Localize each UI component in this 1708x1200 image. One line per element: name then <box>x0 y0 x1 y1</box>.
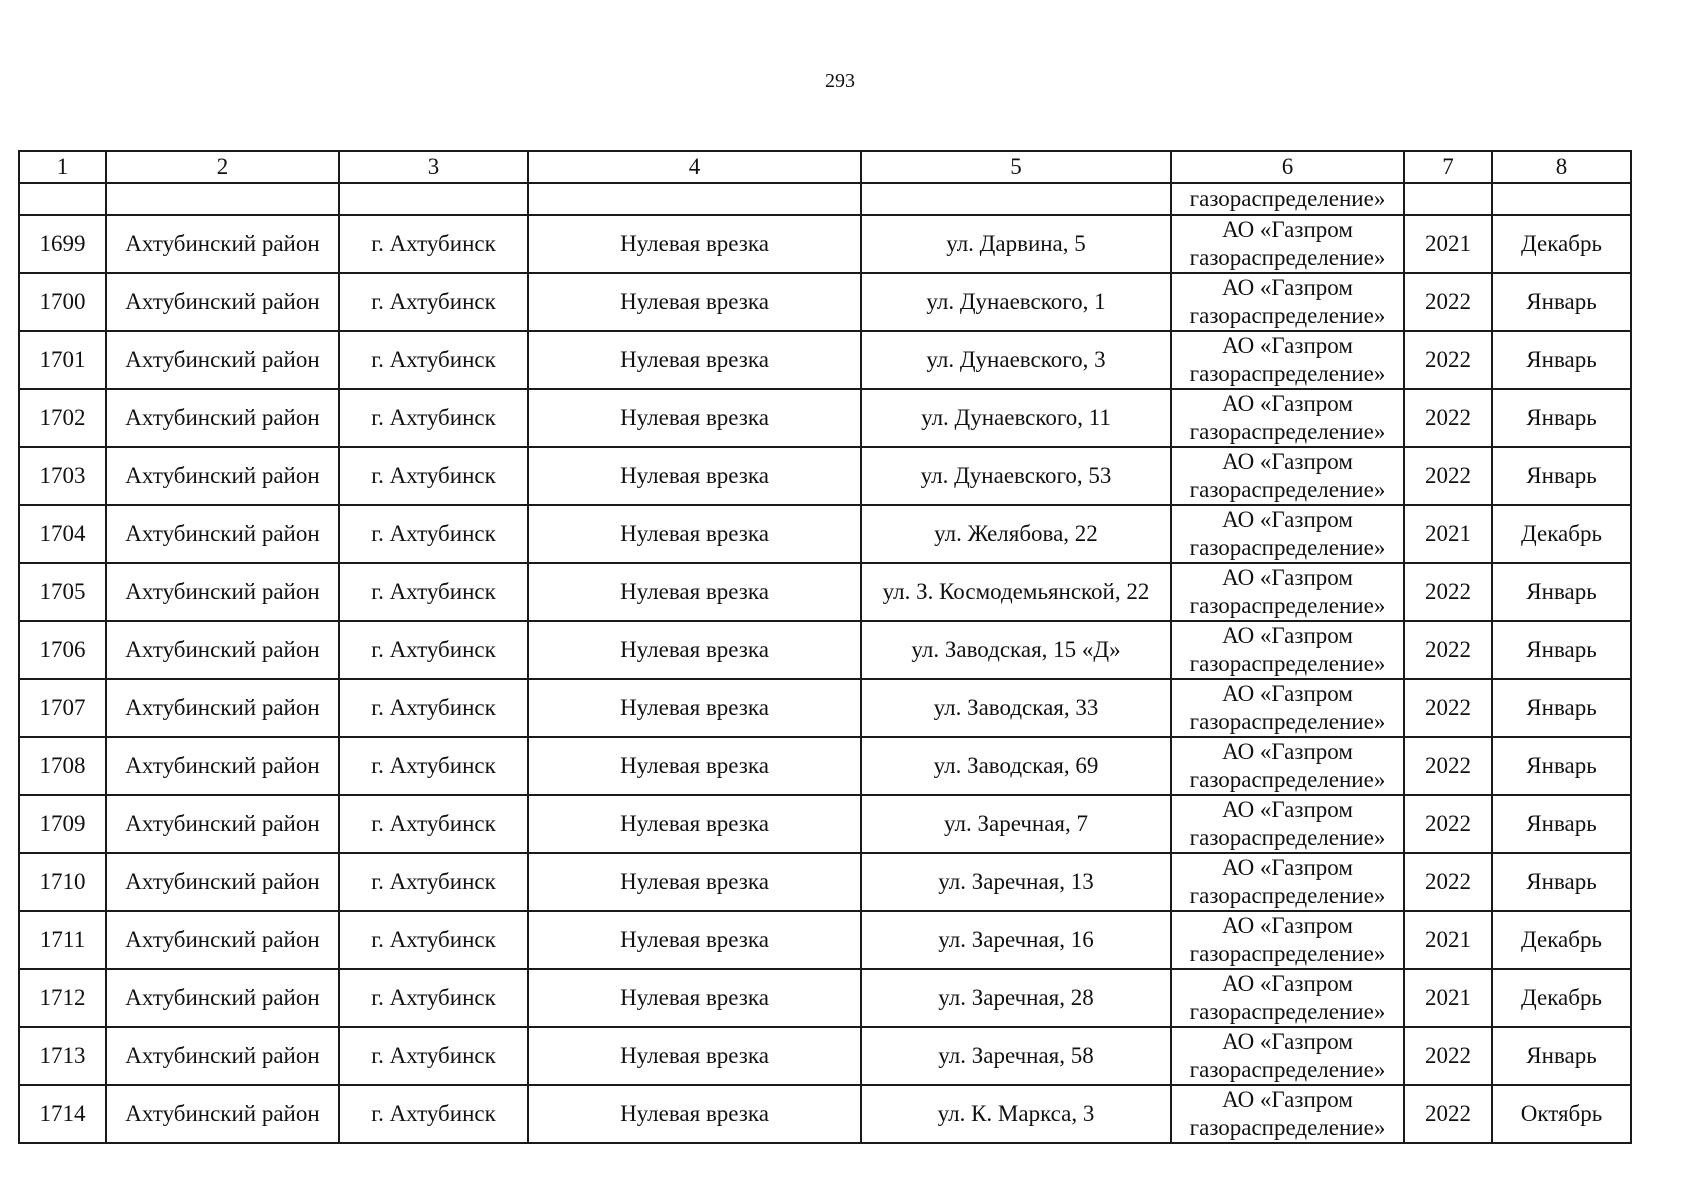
header-cell: 4 <box>528 151 861 183</box>
settlement-cell: г. Ахтубинск <box>339 621 528 679</box>
district-cell: Ахтубинский район <box>106 679 339 737</box>
address-cell: ул. З. Космодемьянской, 22 <box>861 563 1171 621</box>
settlement-cell: г. Ахтубинск <box>339 389 528 447</box>
header-cell: 1 <box>19 151 106 183</box>
organization-cell <box>1171 853 1404 911</box>
work-type-cell: Нулевая врезка <box>528 1027 861 1085</box>
settlement-cell: г. Ахтубинск <box>339 447 528 505</box>
organization-line-1: АО «Газпром <box>1222 855 1353 880</box>
work-type-cell: Нулевая врезка <box>528 447 861 505</box>
table-row <box>19 215 1631 273</box>
organization-line-1: АО «Газпром <box>1222 391 1353 416</box>
organization-line-1: АО «Газпром <box>1222 275 1353 300</box>
organization-cell <box>1171 1085 1404 1143</box>
district-cell: Ахтубинский район <box>106 1027 339 1085</box>
organization-cell <box>1171 969 1404 1027</box>
work-type-cell: Нулевая врезка <box>528 563 861 621</box>
organization-line-2: газораспределение» <box>1189 419 1386 444</box>
month-cell: Январь <box>1492 389 1631 447</box>
settlement-cell: г. Ахтубинск <box>339 911 528 969</box>
work-type-cell: Нулевая врезка <box>528 389 861 447</box>
table-row <box>19 447 1631 505</box>
year-cell: 2022 <box>1404 1085 1492 1143</box>
organization-cell <box>1171 621 1404 679</box>
organization-cell <box>1171 795 1404 853</box>
address-cell: ул. Заречная, 58 <box>861 1027 1171 1085</box>
header-cell: 2 <box>106 151 339 183</box>
header-cell: 8 <box>1492 151 1631 183</box>
year-cell: 2022 <box>1404 1027 1492 1085</box>
organization-line-1: АО «Газпром <box>1222 507 1353 532</box>
work-type-cell: Нулевая врезка <box>528 331 861 389</box>
address-cell: ул. Дунаевского, 3 <box>861 331 1171 389</box>
organization-line-2: газораспределение» <box>1189 651 1386 676</box>
year-cell: 2022 <box>1404 621 1492 679</box>
month-cell: Декабрь <box>1492 505 1631 563</box>
organization-cell <box>1171 215 1404 273</box>
district-cell: Ахтубинский район <box>106 447 339 505</box>
organization-line-1: АО «Газпром <box>1222 623 1353 648</box>
year-cell: 2022 <box>1404 389 1492 447</box>
address-cell: ул. Дунаевского, 1 <box>861 273 1171 331</box>
address-cell: ул. К. Маркса, 3 <box>861 1085 1171 1143</box>
work-type-cell: Нулевая врезка <box>528 1085 861 1143</box>
organization-line-2: газораспределение» <box>1189 709 1386 734</box>
organization-cell <box>1171 273 1404 331</box>
row-number-cell: 1712 <box>19 969 106 1027</box>
table-row <box>19 563 1631 621</box>
row-number-cell: 1710 <box>19 853 106 911</box>
table-row <box>19 795 1631 853</box>
row-number-cell: 1706 <box>19 621 106 679</box>
work-type-cell: Нулевая врезка <box>528 911 861 969</box>
organization-cell <box>1171 447 1404 505</box>
month-cell: Январь <box>1492 679 1631 737</box>
table-row <box>19 1027 1631 1085</box>
continuation-cell <box>19 183 106 215</box>
address-cell: ул. Заводская, 69 <box>861 737 1171 795</box>
year-cell: 2021 <box>1404 911 1492 969</box>
organization-line-2: газораспределение» <box>1189 245 1386 270</box>
page-number: 293 <box>825 70 855 92</box>
row-number-cell: 1702 <box>19 389 106 447</box>
district-cell: Ахтубинский район <box>106 273 339 331</box>
settlement-cell: г. Ахтубинск <box>339 505 528 563</box>
settlement-cell: г. Ахтубинск <box>339 1027 528 1085</box>
table-row <box>19 737 1631 795</box>
organization-line-1: АО «Газпром <box>1222 1087 1353 1112</box>
year-cell: 2022 <box>1404 273 1492 331</box>
continuation-cell <box>528 183 861 215</box>
settlement-cell: г. Ахтубинск <box>339 969 528 1027</box>
table-row <box>19 331 1631 389</box>
continuation-cell <box>1492 183 1631 215</box>
district-cell: Ахтубинский район <box>106 1085 339 1143</box>
address-cell: ул. Заводская, 15 «Д» <box>861 621 1171 679</box>
row-number-cell: 1700 <box>19 273 106 331</box>
district-cell: Ахтубинский район <box>106 331 339 389</box>
organization-cell <box>1171 563 1404 621</box>
table-row <box>19 505 1631 563</box>
organization-line-2: газораспределение» <box>1189 593 1386 618</box>
table-row <box>19 621 1631 679</box>
month-cell: Январь <box>1492 447 1631 505</box>
organization-line-1: АО «Газпром <box>1222 565 1353 590</box>
organization-line-2: газораспределение» <box>1189 1115 1386 1140</box>
year-cell: 2022 <box>1404 795 1492 853</box>
year-cell: 2021 <box>1404 215 1492 273</box>
organization-cell <box>1171 505 1404 563</box>
organization-line-2: газораспределение» <box>1189 535 1386 560</box>
year-cell: 2021 <box>1404 969 1492 1027</box>
work-type-cell: Нулевая врезка <box>528 795 861 853</box>
address-cell: ул. Заречная, 16 <box>861 911 1171 969</box>
organization-cell <box>1171 911 1404 969</box>
table-row <box>19 911 1631 969</box>
address-cell: ул. Заречная, 28 <box>861 969 1171 1027</box>
registry-table <box>18 150 1632 1144</box>
row-number-cell: 1714 <box>19 1085 106 1143</box>
district-cell: Ахтубинский район <box>106 795 339 853</box>
work-type-cell: Нулевая врезка <box>528 679 861 737</box>
organization-line-2: газораспределение» <box>1189 883 1386 908</box>
settlement-cell: г. Ахтубинск <box>339 853 528 911</box>
header-cell: 6 <box>1171 151 1404 183</box>
row-number-cell: 1709 <box>19 795 106 853</box>
year-cell: 2021 <box>1404 505 1492 563</box>
continuation-cell <box>106 183 339 215</box>
header-cell: 5 <box>861 151 1171 183</box>
organization-line-2: газораспределение» <box>1189 767 1386 792</box>
month-cell: Январь <box>1492 273 1631 331</box>
settlement-cell: г. Ахтубинск <box>339 737 528 795</box>
work-type-cell: Нулевая врезка <box>528 969 861 1027</box>
year-cell: 2022 <box>1404 853 1492 911</box>
row-number-cell: 1713 <box>19 1027 106 1085</box>
year-cell: 2022 <box>1404 737 1492 795</box>
organization-cell <box>1171 1027 1404 1085</box>
district-cell: Ахтубинский район <box>106 911 339 969</box>
row-number-cell: 1703 <box>19 447 106 505</box>
organization-line-2: газораспределение» <box>1189 825 1386 850</box>
settlement-cell: г. Ахтубинск <box>339 215 528 273</box>
organization-cell <box>1171 389 1404 447</box>
header-cell: 7 <box>1404 151 1492 183</box>
row-number-cell: 1705 <box>19 563 106 621</box>
organization-line-1: АО «Газпром <box>1222 449 1353 474</box>
header-row <box>19 151 1631 183</box>
district-cell: Ахтубинский район <box>106 215 339 273</box>
address-cell: ул. Дарвина, 5 <box>861 215 1171 273</box>
organization-line-1: АО «Газпром <box>1222 1029 1353 1054</box>
settlement-cell: г. Ахтубинск <box>339 1085 528 1143</box>
district-cell: Ахтубинский район <box>106 853 339 911</box>
work-type-cell: Нулевая врезка <box>528 505 861 563</box>
address-cell: ул. Заводская, 33 <box>861 679 1171 737</box>
settlement-cell: г. Ахтубинск <box>339 563 528 621</box>
organization-line-2: газораспределение» <box>1189 1057 1386 1082</box>
table-row <box>19 969 1631 1027</box>
organization-line-1: АО «Газпром <box>1222 913 1353 938</box>
month-cell: Октябрь <box>1492 1085 1631 1143</box>
settlement-cell: г. Ахтубинск <box>339 679 528 737</box>
organization-line-1: АО «Газпром <box>1222 739 1353 764</box>
row-number-cell: 1701 <box>19 331 106 389</box>
work-type-cell: Нулевая врезка <box>528 273 861 331</box>
continuation-cell <box>339 183 528 215</box>
work-type-cell: Нулевая врезка <box>528 621 861 679</box>
address-cell: ул. Заречная, 7 <box>861 795 1171 853</box>
month-cell: Январь <box>1492 737 1631 795</box>
organization-line-1: АО «Газпром <box>1222 797 1353 822</box>
address-cell: ул. Желябова, 22 <box>861 505 1171 563</box>
month-cell: Январь <box>1492 853 1631 911</box>
settlement-cell: г. Ахтубинск <box>339 331 528 389</box>
row-number-cell: 1708 <box>19 737 106 795</box>
year-cell: 2022 <box>1404 563 1492 621</box>
organization-line-1: АО «Газпром <box>1222 681 1353 706</box>
month-cell: Январь <box>1492 621 1631 679</box>
month-cell: Январь <box>1492 331 1631 389</box>
row-number-cell: 1711 <box>19 911 106 969</box>
organization-line-1: АО «Газпром <box>1222 971 1353 996</box>
table-row <box>19 1085 1631 1143</box>
continuation-cell: газораспределение» <box>1171 183 1404 215</box>
address-cell: ул. Заречная, 13 <box>861 853 1171 911</box>
organization-cell <box>1171 737 1404 795</box>
organization-line-2: газораспределение» <box>1189 477 1386 502</box>
settlement-cell: г. Ахтубинск <box>339 795 528 853</box>
district-cell: Ахтубинский район <box>106 969 339 1027</box>
organization-line-1: АО «Газпром <box>1222 333 1353 358</box>
continuation-cell <box>861 183 1171 215</box>
settlement-cell: г. Ахтубинск <box>339 273 528 331</box>
year-cell: 2022 <box>1404 679 1492 737</box>
month-cell: Январь <box>1492 563 1631 621</box>
month-cell: Январь <box>1492 795 1631 853</box>
organization-cell <box>1171 331 1404 389</box>
month-cell: Декабрь <box>1492 969 1631 1027</box>
district-cell: Ахтубинский район <box>106 505 339 563</box>
continuation-cell <box>1404 183 1492 215</box>
year-cell: 2022 <box>1404 331 1492 389</box>
organization-cell <box>1171 679 1404 737</box>
table-row <box>19 389 1631 447</box>
organization-line-2: газораспределение» <box>1189 361 1386 386</box>
work-type-cell: Нулевая врезка <box>528 737 861 795</box>
organization-line-2: газораспределение» <box>1189 303 1386 328</box>
district-cell: Ахтубинский район <box>106 737 339 795</box>
row-number-cell: 1704 <box>19 505 106 563</box>
table-body <box>19 151 1631 1143</box>
work-type-cell: Нулевая врезка <box>528 853 861 911</box>
month-cell: Январь <box>1492 1027 1631 1085</box>
header-cell: 3 <box>339 151 528 183</box>
address-cell: ул. Дунаевского, 11 <box>861 389 1171 447</box>
table-row <box>19 853 1631 911</box>
organization-line-2: газораспределение» <box>1189 941 1386 966</box>
table-row <box>19 679 1631 737</box>
work-type-cell: Нулевая врезка <box>528 215 861 273</box>
row-number-cell: 1699 <box>19 215 106 273</box>
organization-line-2: газораспределение» <box>1189 999 1386 1024</box>
month-cell: Декабрь <box>1492 215 1631 273</box>
continuation-row <box>19 183 1631 215</box>
organization-line-1: АО «Газпром <box>1222 217 1353 242</box>
district-cell: Ахтубинский район <box>106 389 339 447</box>
district-cell: Ахтубинский район <box>106 621 339 679</box>
row-number-cell: 1707 <box>19 679 106 737</box>
address-cell: ул. Дунаевского, 53 <box>861 447 1171 505</box>
district-cell: Ахтубинский район <box>106 563 339 621</box>
table-row <box>19 273 1631 331</box>
year-cell: 2022 <box>1404 447 1492 505</box>
month-cell: Декабрь <box>1492 911 1631 969</box>
